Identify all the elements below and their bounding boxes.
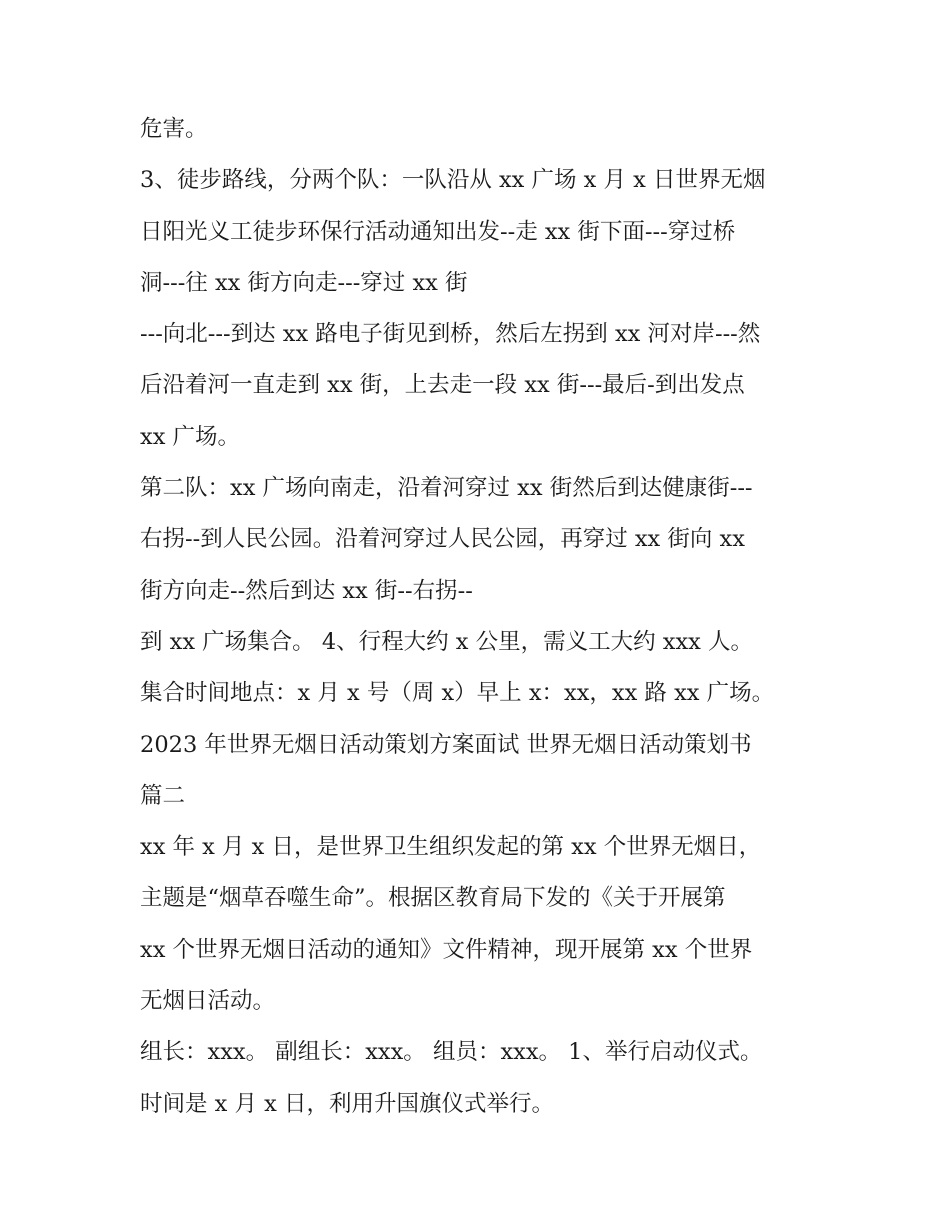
document-body xyxy=(140,104,808,1130)
text-line: 时间是 x 月 x 日，利用升国旗仪式举行。 xyxy=(140,1090,554,1117)
text-line: 2023 年世界无烟日活动策划方案面试 世界无烟日活动策划书 xyxy=(140,731,752,758)
text-line: 街方向走--然后到达 xx 街--右拐-- xyxy=(140,577,473,604)
text-line: 危害。 xyxy=(140,116,208,142)
text-line: xx 年 x 月 x 日，是世界卫生组织发起的第 xx 个世界无烟日， xyxy=(140,834,762,861)
text-line: xx 广场。 xyxy=(140,423,241,450)
text-line: 右拐--到人民公园。沿着河穿过人民公园，再穿过 xx 街向 xx xyxy=(140,526,745,553)
text-line: 组长：xxx。 副组长：xxx。 组员：xxx。 1、举行启动仪式。 xyxy=(140,1039,763,1066)
text-line: 集合时间地点：x 月 x 号（周 x）早上 x：xx，xx 路 xx 广场。 xyxy=(140,680,775,707)
text-line: ---向北---到达 xx 路电子街见到桥，然后左拐到 xx 河对岸---然 xyxy=(140,321,761,348)
text-line: 到 xx 广场集合。 4、行程大约 x 公里，需义工大约 xxx 人。 xyxy=(140,628,754,655)
text-line: 无烟日活动。 xyxy=(140,988,276,1015)
text-line: 日阳光义工徒步环保行活动通知出发--走 xx 街下面---穿过桥 xyxy=(140,218,736,245)
text-line: 第二队：xx 广场向南走，沿着河穿过 xx 街然后到达健康街--- xyxy=(140,475,753,502)
text-line: xx 个世界无烟日活动的通知》文件精神，现开展第 xx 个世界 xyxy=(140,936,753,963)
text-line: 3、徒步路线，分两个队：一队沿从 xx 广场 x 月 x 日世界无烟 xyxy=(140,167,766,194)
text-line: 篇二 xyxy=(140,782,186,809)
text-line: 洞---往 xx 街方向走---穿过 xx 街 xyxy=(140,269,468,296)
text-line: 后沿着河一直走到 xx 街，上去走一段 xx 街---最后-到出发点 xyxy=(140,372,745,399)
text-line: 主题是“烟草吞噬生命”。根据区教育局下发的《关于开展第 xyxy=(140,885,726,912)
